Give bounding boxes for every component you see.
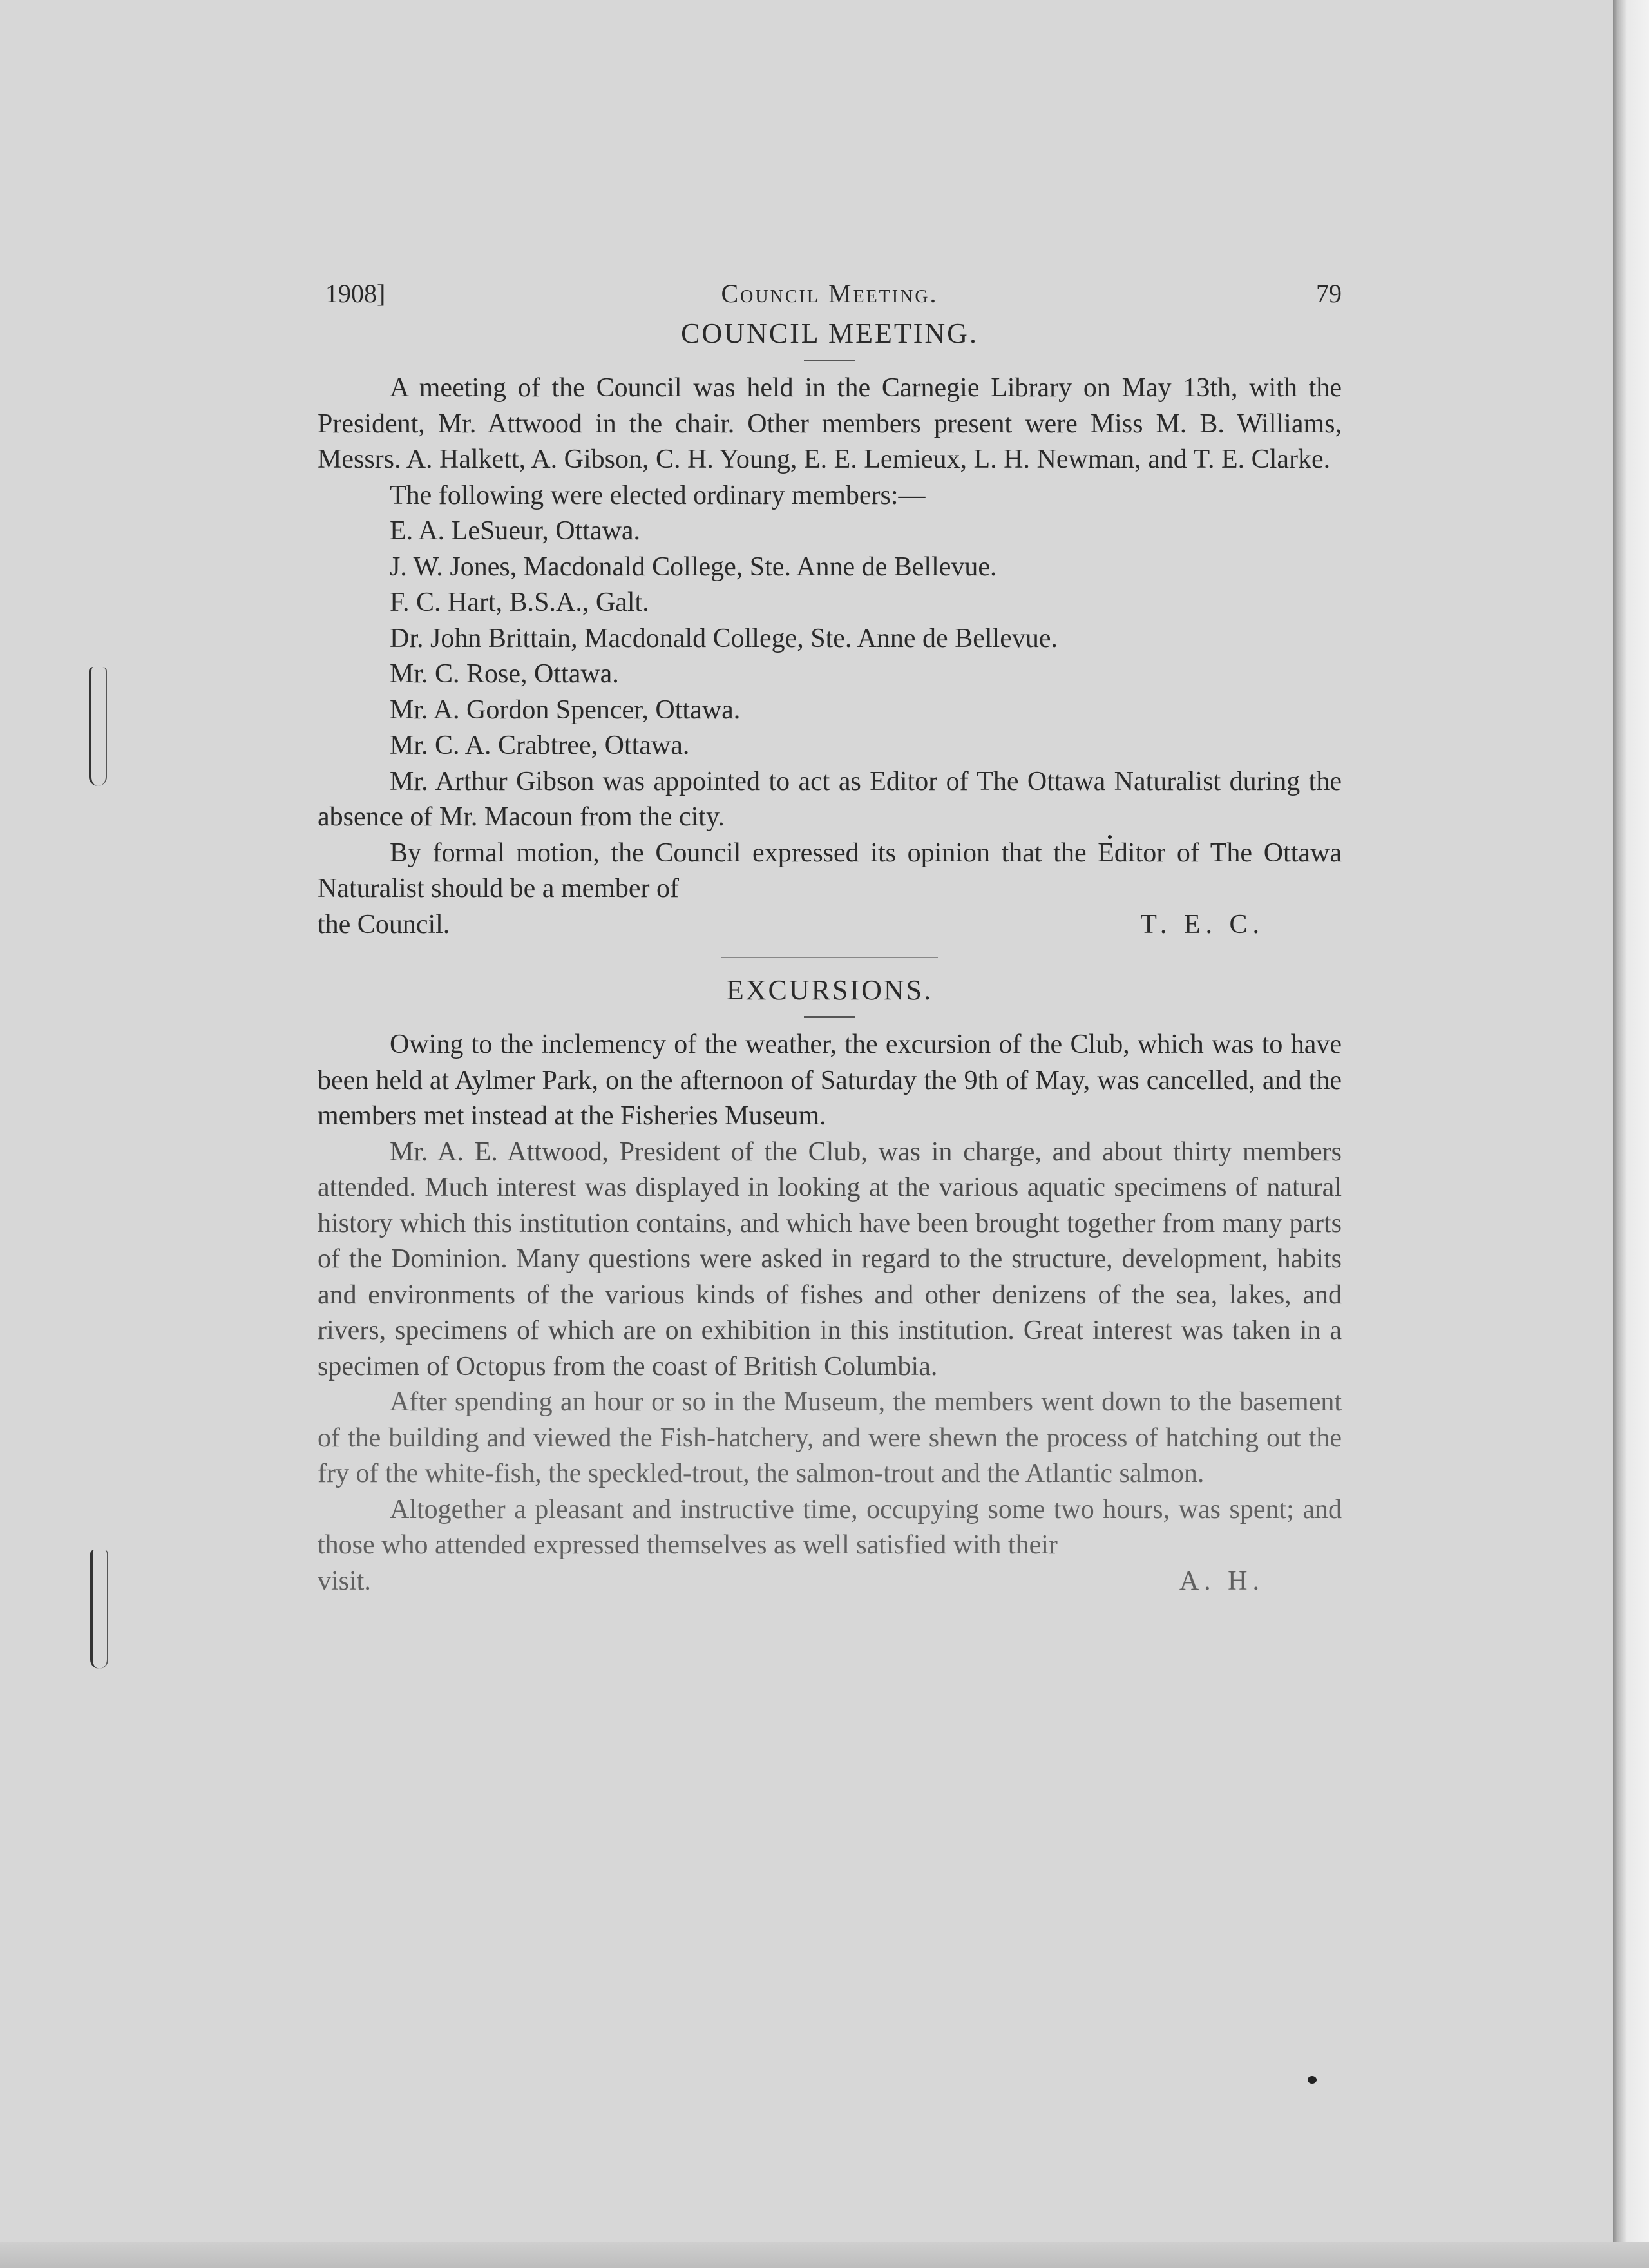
excursion-end-line [318, 1564, 1342, 1600]
excursion-end-text: visit. [318, 1566, 371, 1596]
binding-clip-mark [90, 1550, 108, 1669]
running-head-year: 1908] [325, 279, 386, 308]
page-number: 79 [1316, 279, 1342, 308]
council-intro-paragraph: A meeting of the Council was held in the Carnegie Library on May 13th, with the President, Mr. Attwood in the chair. Other members present were Miss M. B. Williams, Messrs. A. Halkett, A. Gibson, C. H. Young, E. E. Lemieux, L. H. Newman, and T. E. Clarke. [318, 373, 1342, 474]
page-bottom-edge [0, 2242, 1649, 2268]
excursion-paragraph-1: Owing to the inclemency of the weather, the excursion of the Club, which was to have been held at Aylmer Park, on the afternoon of Saturday the 9th of May, was cancelled, and the members met instead at the Fisheries Museum. [318, 1030, 1342, 1131]
motion-end-line [318, 907, 1342, 943]
motion-end-text: the Council. [318, 909, 450, 939]
excursion-paragraph-4: Altogether a pleasant and instructive time, occupying some two hours, was spent; and those who attended expressed themselves as well satisfied with their [318, 1494, 1342, 1560]
heading-rule [804, 1016, 855, 1018]
ink-speck [1308, 2076, 1317, 2084]
member-entry: Dr. John Brittain, Macdonald College, Ste. Anne de Bellevue. [390, 623, 1058, 653]
excursion-paragraph-2: Mr. A. E. Attwood, President of the Club, was in charge, and about thirty members attended. Much interest was displayed in looking at the various aquatic specimens of natural history which this institution contains, and which have been brought together from many parts of the Dominion. Many questions were asked in regard to the structure, development, habits and environments of the various kinds of fishes and other denizens of the sea, lakes, and rivers, specimens of which are on exhibition in this institution. Great interest was taken in a specimen of Octopus from the coast of British Columbia. [318, 1137, 1342, 1381]
printed-page [318, 276, 1342, 1599]
member-entry: Mr. C. Rose, Ottawa. [390, 659, 619, 689]
section-divider [721, 957, 938, 958]
member-entry: Mr. A. Gordon Spencer, Ottawa. [390, 695, 741, 725]
excursions-section [318, 971, 1342, 1599]
member-entry: J. W. Jones, Macdonald College, Ste. Anne de Bellevue. [390, 552, 997, 582]
running-head [318, 276, 1342, 314]
heading-rule [804, 360, 855, 361]
binding-clip-mark [89, 667, 107, 786]
member-entry: F. C. Hart, B.S.A., Galt. [390, 588, 649, 617]
member-entry: Mr. C. A. Crabtree, Ottawa. [390, 731, 690, 760]
member-entry: E. A. LeSueur, Ottawa. [390, 516, 641, 546]
editor-paragraph: Mr. Arthur Gibson was appointed to act as Editor of The Ottawa Naturalist during the absence of Mr. Macoun from the city. [318, 766, 1342, 832]
page-right-edge [1613, 0, 1649, 2268]
council-signature: T. E. C. [1140, 909, 1264, 939]
council-meeting-section [318, 314, 1342, 943]
excursion-signature: A. H. [1179, 1566, 1264, 1596]
motion-paragraph: By formal motion, the Council expressed its opinion that the Editor of The Ottawa Naturalist should be a member of [318, 838, 1342, 903]
council-meeting-heading: COUNCIL MEETING. [681, 318, 978, 349]
excursion-paragraph-3: After spending an hour or so in the Museum, the members went down to the basement of the building and viewed the Fish-hatchery, and were shewn the process of hatching out the fry of the white-fish, the speckled-trout, the salmon-trout and the Atlantic salmon. [318, 1387, 1342, 1488]
running-head-title: Council Meeting. [721, 279, 939, 308]
excursions-heading: EXCURSIONS. [726, 974, 933, 1006]
members-intro: The following were elected ordinary members:— [390, 480, 926, 510]
